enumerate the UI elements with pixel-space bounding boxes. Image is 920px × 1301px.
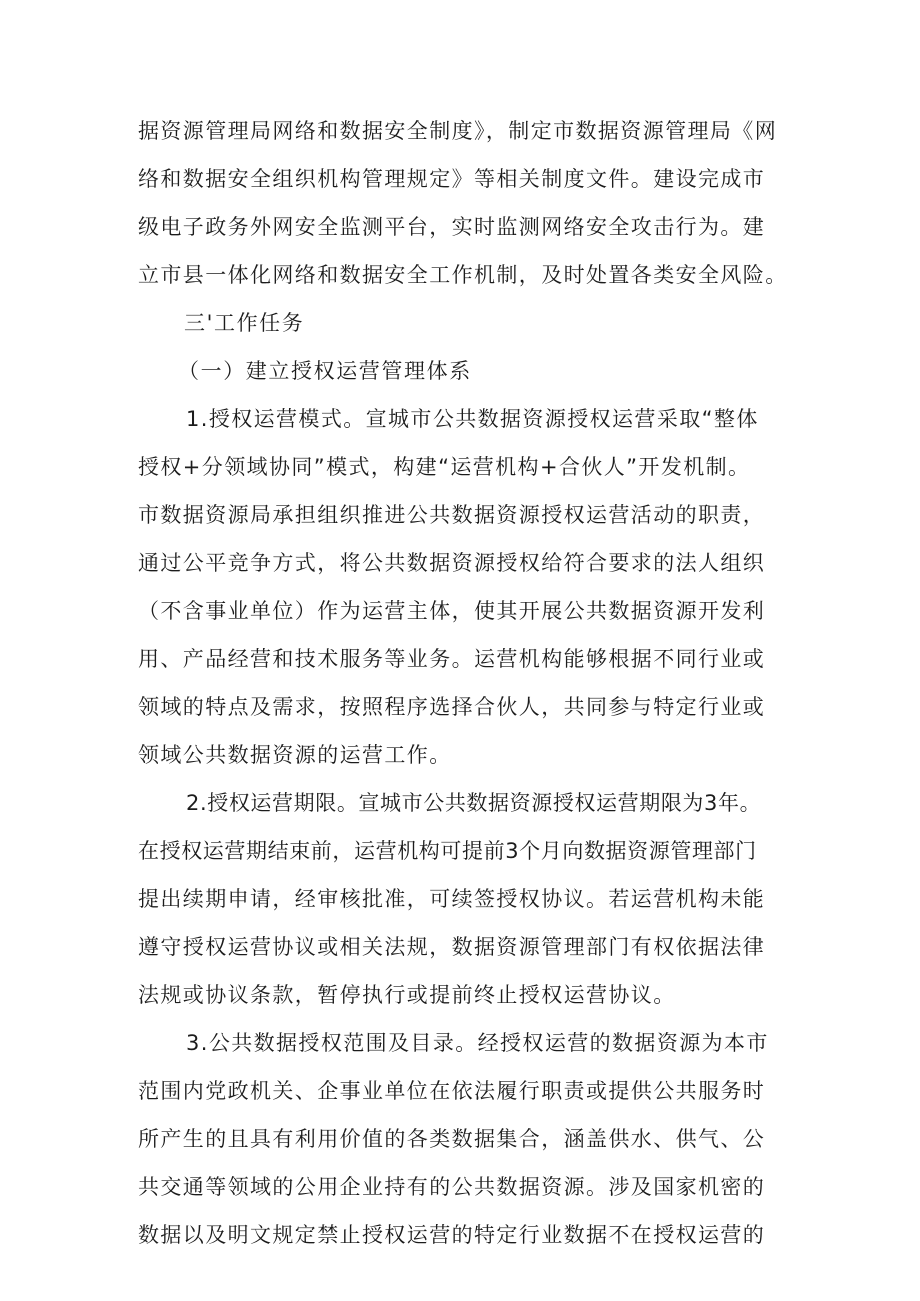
text-line: 法规或协议条款，暂停执行或提前终止授权运营协议。 [138,983,676,1007]
text-line: 1.授权运营模式。宣城市公共数据资源授权运营采取“整体 [186,407,759,431]
section-heading: 三'工作任务 [184,311,305,335]
text-line: （不含事业单位）作为运营主体，使其开展公共数据资源开发利 [138,599,766,623]
text-line: 遵守授权运营协议或相关法规，数据资源管理部门有权依据法律 [138,935,766,959]
text-line: 领域公共数据资源的运营工作。 [138,743,452,767]
text-line: 所产生的且具有利用价值的各类数据集合，涵盖供水、供气、公 [138,1127,766,1151]
text-line: 据资源管理局网络和数据安全制度》，制定市数据资源管理局《网 [138,119,778,143]
text-line: 3.公共数据授权范围及目录。经授权运营的数据资源为本市 [186,1031,769,1055]
text-line: 授权+分领域协同”模式，构建“运营机构+合伙人”开发机制。 [138,455,751,479]
text-line: 数据以及明文规定禁止授权运营的特定行业数据不在授权运营的 [138,1223,766,1247]
text-line: 立市县一体化网络和数据安全工作机制，及时处置各类安全风险。 [138,263,788,287]
text-line: 级电子政务外网安全监测平台，实时监测网络安全攻击行为。建 [138,215,766,239]
text-line: 市数据资源局承担组织推进公共数据资源授权运营活动的职责， [138,503,766,527]
text-line: 2.授权运营期限。宣城市公共数据资源授权运营期限为3年。 [186,791,762,815]
subsection-heading: （一）建立授权运营管理体系 [178,359,472,383]
text-line: 共交通等领域的公用企业持有的公共数据资源。涉及国家机密的 [138,1175,766,1199]
text-line: 范围内党政机关、企事业单位在依法履行职责或提供公共服务时 [138,1079,766,1103]
text-line: 领域的特点及需求，按照程序选择合伙人，共同参与特定行业或 [138,695,766,719]
text-line: 络和数据安全组织机构管理规定》等相关制度文件。建设完成市 [138,167,766,191]
text-line: 通过公平竞争方式，将公共数据资源授权给符合要求的法人组织 [138,551,766,575]
text-line: 用、产品经营和技术服务等业务。运营机构能够根据不同行业或 [138,647,766,671]
text-line: 提出续期申请，经审核批准，可续签授权协议。若运营机构未能 [138,887,766,911]
text-line: 在授权运营期结束前，运营机构可提前3个月向数据资源管理部门 [138,839,757,863]
